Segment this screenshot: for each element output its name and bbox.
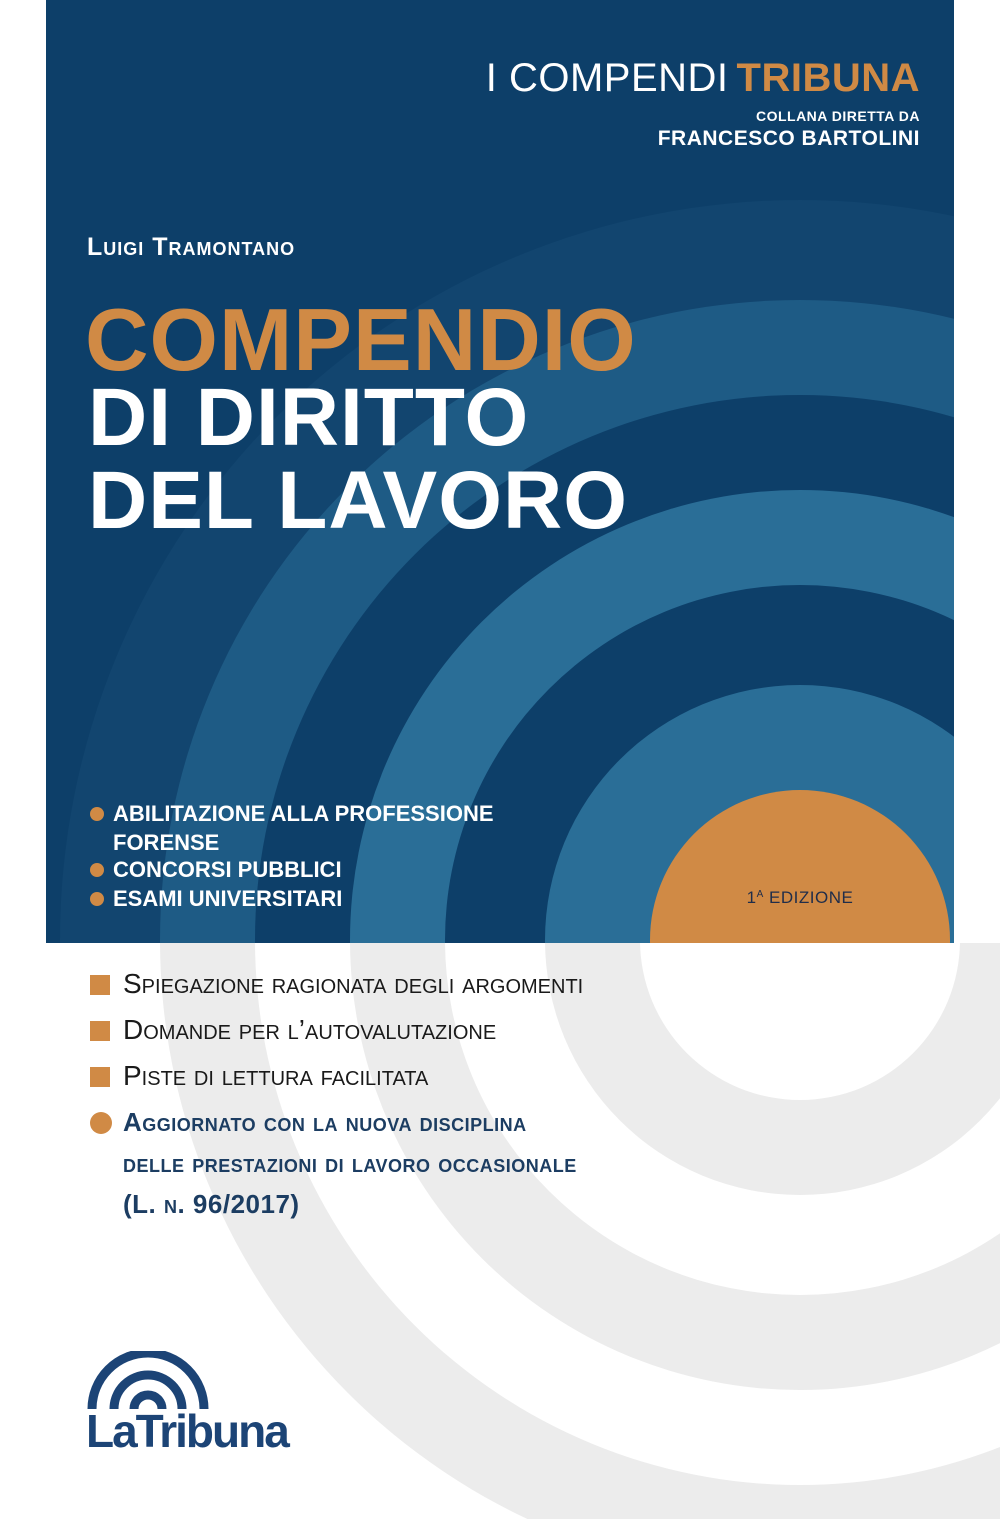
update-line bbox=[90, 1150, 577, 1191]
features-list bbox=[90, 970, 583, 1108]
title-line-2: DI DIRITTO bbox=[88, 372, 530, 463]
feature-item bbox=[90, 970, 583, 1016]
bullet-dot-icon bbox=[90, 1112, 112, 1134]
square-bullet-icon bbox=[90, 1021, 110, 1041]
feature-item bbox=[90, 1016, 583, 1062]
edition-badge bbox=[700, 889, 900, 906]
target-item bbox=[90, 803, 494, 832]
series-director: FRANCESCO BARTOLINI bbox=[657, 127, 920, 150]
series-name: TRIBUNA bbox=[736, 56, 920, 100]
update-line bbox=[90, 1191, 577, 1232]
square-bullet-icon bbox=[90, 975, 110, 995]
publisher-arcs-icon bbox=[86, 1351, 210, 1409]
target-item-continuation bbox=[90, 832, 494, 859]
target-label: FORENSE bbox=[113, 830, 220, 855]
feature-label: Spiegazione ragionata degli argomenti bbox=[123, 968, 584, 999]
title-line-3: DEL LAVORO bbox=[88, 455, 628, 546]
update-text: Aggiornato con la nuova disciplina bbox=[123, 1107, 527, 1137]
edition-number: 1 bbox=[746, 888, 757, 907]
edition-label: EDIZIONE bbox=[769, 888, 854, 907]
update-note bbox=[90, 1109, 577, 1232]
feature-label: Domande per l’autovalutazione bbox=[123, 1014, 497, 1045]
targets-list bbox=[90, 803, 494, 917]
bullet-dot-icon bbox=[90, 892, 104, 906]
target-item bbox=[90, 888, 494, 917]
bullet-dot-icon bbox=[90, 863, 104, 877]
square-bullet-icon bbox=[90, 1067, 110, 1087]
series-title bbox=[470, 58, 920, 98]
edition-superscript: A bbox=[756, 889, 764, 900]
collana-label: COLLANA DIRETTA DA bbox=[755, 108, 920, 124]
target-label: CONCORSI PUBBLICI bbox=[113, 857, 342, 882]
update-text: delle prestazioni di lavoro occasionale bbox=[123, 1148, 577, 1178]
update-text: (L. n. 96/2017) bbox=[123, 1189, 300, 1219]
target-item bbox=[90, 859, 494, 888]
feature-label: Piste di lettura facilitata bbox=[123, 1060, 429, 1091]
update-line bbox=[90, 1109, 577, 1150]
bullet-dot-icon bbox=[90, 807, 104, 821]
publisher-logo-text: LaTribuna bbox=[86, 1405, 288, 1457]
title-line-1: COMPENDIO bbox=[85, 290, 637, 389]
feature-item bbox=[90, 1062, 583, 1108]
target-label: ESAMI UNIVERSITARI bbox=[113, 886, 343, 911]
author-name: Luigi Tramontano bbox=[87, 233, 296, 261]
target-label: ABILITAZIONE ALLA PROFESSIONE bbox=[113, 801, 494, 826]
series-prefix: I COMPENDI bbox=[485, 56, 729, 100]
